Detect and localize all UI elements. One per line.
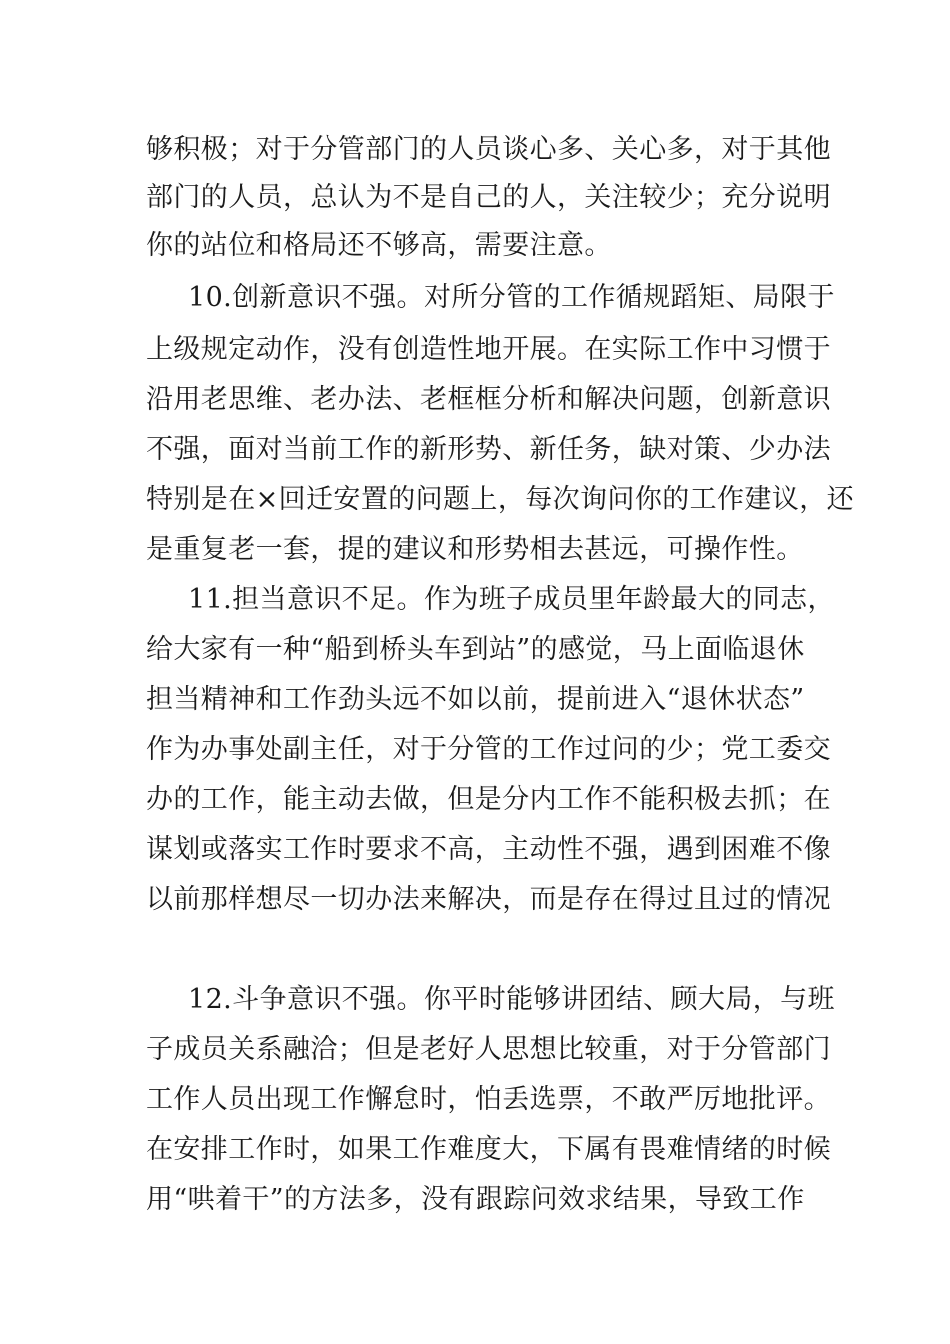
- text-line: 谋划或落实工作时要求不高，主动性不强，遇到困难不像: [146, 834, 831, 865]
- text-line: 特别是在×回迁安置的问题上，每次询问你的工作建议，还: [146, 484, 855, 515]
- text-line: 以前那样想尽一切办法来解决，而是存在得过且过的情况: [146, 884, 831, 915]
- text-line: 够积极；对于分管部门的人员谈心多、关心多，对于其他: [146, 134, 831, 165]
- text-line: 上级规定动作，没有创造性地开展。在实际工作中习惯于: [146, 334, 831, 365]
- paragraph-12-start: 12.斗争意识不强。你平时能够讲团结、顾大局，与班: [188, 984, 835, 1015]
- text-line: 在安排工作时，如果工作难度大，下属有畏难情绪的时候: [146, 1134, 831, 1165]
- text-line: 担当精神和工作劲头远不如以前，提前进入“退休状态”: [146, 684, 805, 715]
- text-line: 子成员关系融洽；但是老好人思想比较重，对于分管部门: [146, 1034, 831, 1065]
- text-line: 工作人员出现工作懈怠时，怕丢选票，不敢严厉地批评。: [146, 1084, 831, 1115]
- text-line: 给大家有一种“船到桥头车到站”的感觉，马上面临退休: [146, 634, 805, 665]
- text-line: 不强，面对当前工作的新形势、新任务，缺对策、少办法: [146, 434, 831, 465]
- text-line: 是重复老一套，提的建议和形势相去甚远，可操作性。: [146, 534, 804, 565]
- text-line: 沿用老思维、老办法、老框框分析和解决问题，创新意识: [146, 384, 831, 415]
- text-line: 作为办事处副主任，对于分管的工作过问的少；党工委交: [146, 734, 831, 765]
- text-line: 你的站位和格局还不够高，需要注意。: [146, 230, 612, 261]
- paragraph-11-start: 11.担当意识不足。作为班子成员里年龄最大的同志，: [188, 584, 835, 615]
- text-line: 用“哄着干”的方法多，没有跟踪问效求结果，导致工作: [146, 1184, 805, 1215]
- text-line: 办的工作，能主动去做，但是分内工作不能积极去抓；在: [146, 784, 831, 815]
- text-line: 部门的人员，总认为不是自己的人，关注较少；充分说明: [146, 182, 831, 213]
- paragraph-10-start: 10.创新意识不强。对所分管的工作循规蹈矩、局限于: [188, 282, 835, 313]
